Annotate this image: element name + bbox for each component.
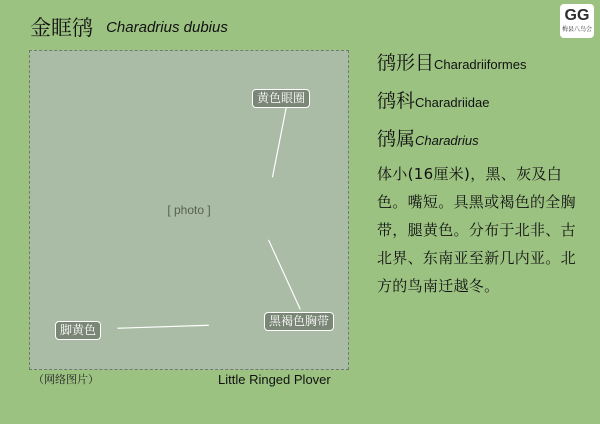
photo-placeholder: [ photo ] [167,203,211,217]
taxon-family [377,88,489,116]
english-name: Little Ringed Plover [218,372,331,387]
taxon-order [377,50,527,78]
logo-mark: GG [564,7,590,24]
order-latin: Charadriiformes [434,57,527,72]
chinese-name: 金眶鸻 [30,16,93,40]
leg-label: 脚黄色 [55,321,101,340]
page-title [30,12,228,42]
breast-band-label: 黑褐色胸带 [264,312,334,331]
bird-photo [29,50,349,370]
photo-credit: （网络图片） [33,373,99,386]
family-cn: 鸻科 [377,90,416,112]
logo [560,4,594,38]
genus-latin: Charadrius [415,133,479,148]
order-cn: 鸻形目 [377,52,435,74]
eye-ring-label: 黄色眼圈 [252,89,310,108]
latin-name: Charadrius dubius [106,18,228,36]
genus-cn: 鸻属 [377,128,416,150]
family-latin: Charadriidae [415,95,490,110]
logo-text: 梅县八鸟会 [561,26,592,33]
species-description: 体小(16厘米)，黑、灰及白色。嘴短。具黑或褐色的全胸带，腿黄色。分布于北非、古北界、东南亚至新几内亚。北方的鸟南迁越冬。 [377,165,576,295]
taxon-genus [377,126,479,154]
